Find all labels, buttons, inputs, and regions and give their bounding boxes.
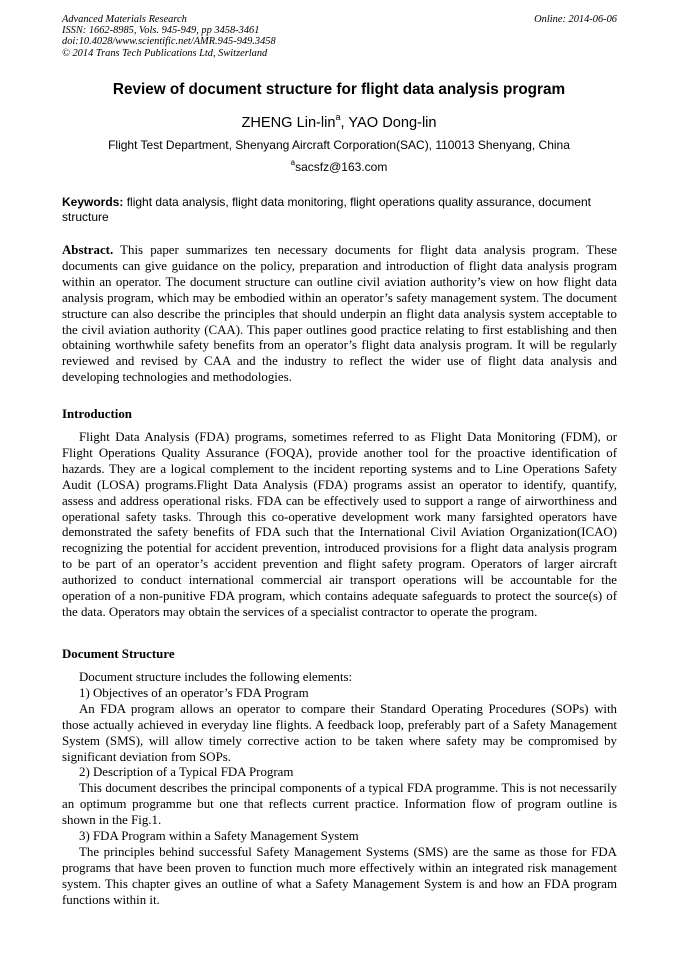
- item-3-title: 3) FDA Program within a Safety Management System: [79, 829, 359, 844]
- journal-name: Advanced Materials Research: [62, 14, 187, 25]
- author-2: YAO Dong-lin: [348, 115, 437, 131]
- author-1: ZHENG Lin-lin: [241, 115, 336, 131]
- abstract: [62, 243, 617, 386]
- introduction-heading: Introduction: [62, 407, 132, 421]
- abstract-paragraph: [62, 243, 617, 386]
- author-1-affil-mark: a: [335, 112, 341, 122]
- doi-line: doi:10.4028/www.scientific.net/AMR.945-949.3458: [62, 36, 276, 48]
- item-3-text: The principles behind successful Safety Management Systems (SMS) are the same as those for FDA programs that have been proven to function much more effectively within an integrated risk management system. This chapter gives an outline of what a Safety Management System is and how an FDA program functions within it.: [62, 844, 617, 907]
- email-line: [0, 160, 678, 175]
- email-address: sacsfz@163.com: [295, 160, 388, 174]
- item-1-title: 1) Objectives of an operator’s FDA Program: [79, 685, 309, 700]
- keywords-label: Keywords:: [62, 195, 124, 209]
- keywords-text: flight data analysis, flight data monitoring, flight operations quality assurance, document structure: [62, 195, 591, 224]
- keywords: [62, 195, 617, 225]
- introduction-section: [62, 430, 617, 621]
- copyright-line: © 2014 Trans Tech Publications Ltd, Switzerland: [62, 47, 268, 59]
- author-separator: ,: [340, 115, 349, 131]
- abstract-text: This paper summarizes ten necessary documents for flight data analysis program. These documents can give guidance on the policy, preparation and introduction of flight data analysis program within an operator. The document structure can outline civil aviation authority’s view on how flight data analysis program, which may be embodied within an operator’s safety management system. The document structure can also describe the principles that should underpin an flight data analysis system acceptable to the civil aviation authority (CAA). This paper outlines good practice relating to first establishing and then obtaining worthwhile safety benefits from an operator’s flight data analysis program. It will be regularly reviewed and revised by CAA and the industry to reflect the wider use of flight data analysis and developing technologies and methodologies.: [62, 243, 617, 385]
- document-structure-heading: Document Structure: [62, 647, 175, 661]
- online-date: Online: 2014-06-06: [534, 14, 617, 25]
- affiliation: Flight Test Department, Shenyang Aircraft Corporation(SAC), 110013 Shenyang, China: [108, 138, 570, 152]
- item-1-text: An FDA program allows an operator to compare their Standard Operating Procedures (SOPs) with those actually achieved in everyday line flights. A feedback loop, preferably part of a Safety Management System (SMS), will allow timely corrective action to be taken where safety may be compromised by significant deviation from SOPs.: [62, 701, 617, 764]
- issn-line: ISSN: 1662-8985, Vols. 945-949, pp 3458-3461: [62, 25, 260, 37]
- document-structure-section: [62, 670, 617, 909]
- author-line: [0, 114, 678, 132]
- paper-title: Review of document structure for flight data analysis program: [112, 81, 566, 98]
- item-2-text: This document describes the principal components of a typical FDA programme. This is not necessarily an optimum programme but one that reflects current practice. Information flow of program outline is shown in the Fig.1.: [62, 781, 617, 828]
- abstract-label: Abstract.: [62, 243, 114, 257]
- email-affil-mark: a: [290, 158, 296, 167]
- introduction-paragraph: Flight Data Analysis (FDA) programs, sometimes referred to as Flight Data Monitoring (FDM), or Flight Operations Quality Assurance (FOQA), provide another tool for the proactive identification of hazards. They are a logical complement to the incident reporting systems and to Line Operations Safety Audit (LOSA) programs.Flight Data Analysis (FDA) programs assist an operator to identify, quantify, assess and address operational risks. FDA can be effectively used to support a range of airworthiness and operational safety tasks. Through this co-operative development work many farsighted operators have demonstrated the safety benefits of FDA such that the International Civil Aviation Organization(ICAO) recognizing the potential for accident prevention, introduced provisions for a flight data analysis program to be part of an operator’s accident prevention and flight safety program. Operators of larger aircraft authorized to conduct international commercial air transport operations will be accountable for the operation of a non-punitive FDA program, which contains adequate safeguards to protect the source(s) of the data. Operators may obtain the services of a specialist contractor to operate the program.: [62, 430, 617, 619]
- item-2-title: 2) Description of a Typical FDA Program: [79, 765, 294, 780]
- doc-structure-intro: Document structure includes the following elements:: [79, 670, 353, 684]
- journal-header: [62, 14, 617, 59]
